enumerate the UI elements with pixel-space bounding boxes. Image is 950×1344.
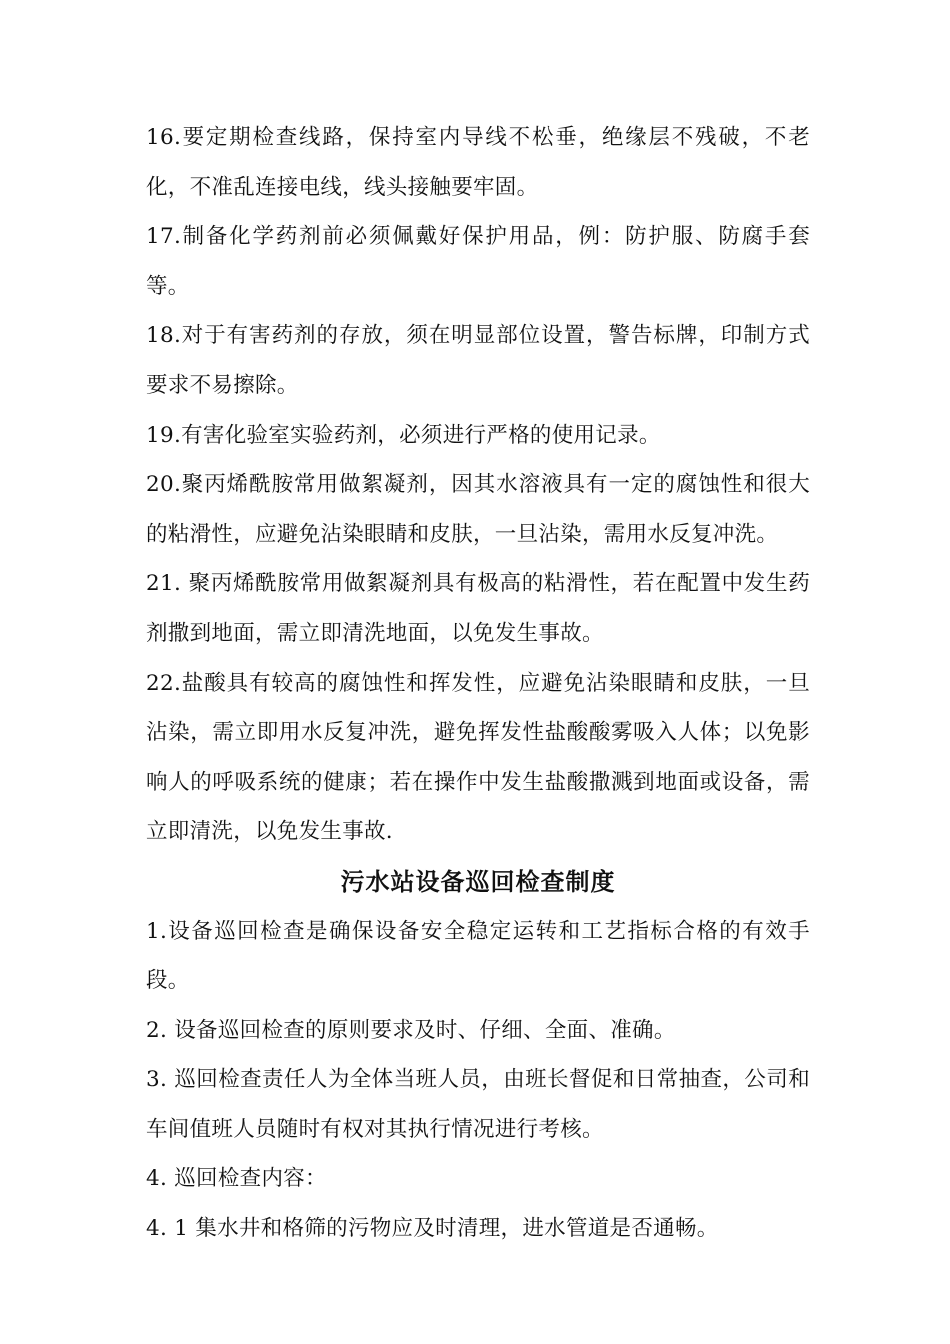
inspection-item-4: 4. 巡回检查内容： xyxy=(146,1166,327,1192)
inspection-item-2: 2. 设备巡回检查的原则要求及时、仔细、全面、准确。 xyxy=(146,1017,676,1043)
inspection-item-1: 1.设备巡回检查是确保设备安全稳定运转和工艺指标合格的有效手段。 xyxy=(146,918,810,994)
rule-22: 22.盐酸具有较高的腐蚀性和挥发性，应避免沾染眼睛和皮肤，一旦沾染，需立即用水反复冲洗，避免挥发性盐酸酸雾吸入人体；以免影响人的呼吸系统的健康；若在操作中发生盐酸撒溅到地面或设备，需立即清洗，以免发生事故. xyxy=(146,670,810,845)
inspection-item-4-1: 4. 1 集水井和格筛的污物应及时清理，进水管道是否通畅。 xyxy=(146,1216,719,1242)
rule-21: 21. 聚丙烯酰胺常用做絮凝剂具有极高的粘滑性，若在配置中发生药剂撒到地面，需立即清洗地面，以免发生事故。 xyxy=(146,571,810,646)
rule-16: 16.要定期检查线路，保持室内导线不松垂，绝缘层不残破，不老化，不准乱连接电线，线头接触要牢固。 xyxy=(146,125,810,200)
document-body xyxy=(146,113,810,1254)
section-title: 污水站设备巡回检查制度 xyxy=(340,866,616,896)
rule-19: 19.有害化验室实验药剂，必须进行严格的使用记录。 xyxy=(146,422,661,448)
rule-17: 17.制备化学药剂前必须佩戴好保护用品，例：防护服、防腐手套等。 xyxy=(146,224,810,299)
rule-20: 20.聚丙烯酰胺常用做絮凝剂，因其水溶液具有一定的腐蚀性和很大的粘滑性，应避免沾染眼睛和皮肤，一旦沾染，需用水反复冲洗。 xyxy=(146,472,810,547)
rule-18: 18.对于有害药剂的存放，须在明显部位设置，警告标牌，印制方式要求不易擦除。 xyxy=(146,323,810,398)
inspection-item-3: 3. 巡回检查责任人为全体当班人员，由班长督促和日常抽查，公司和车间值班人员随时有权对其执行情况进行考核。 xyxy=(146,1067,810,1142)
